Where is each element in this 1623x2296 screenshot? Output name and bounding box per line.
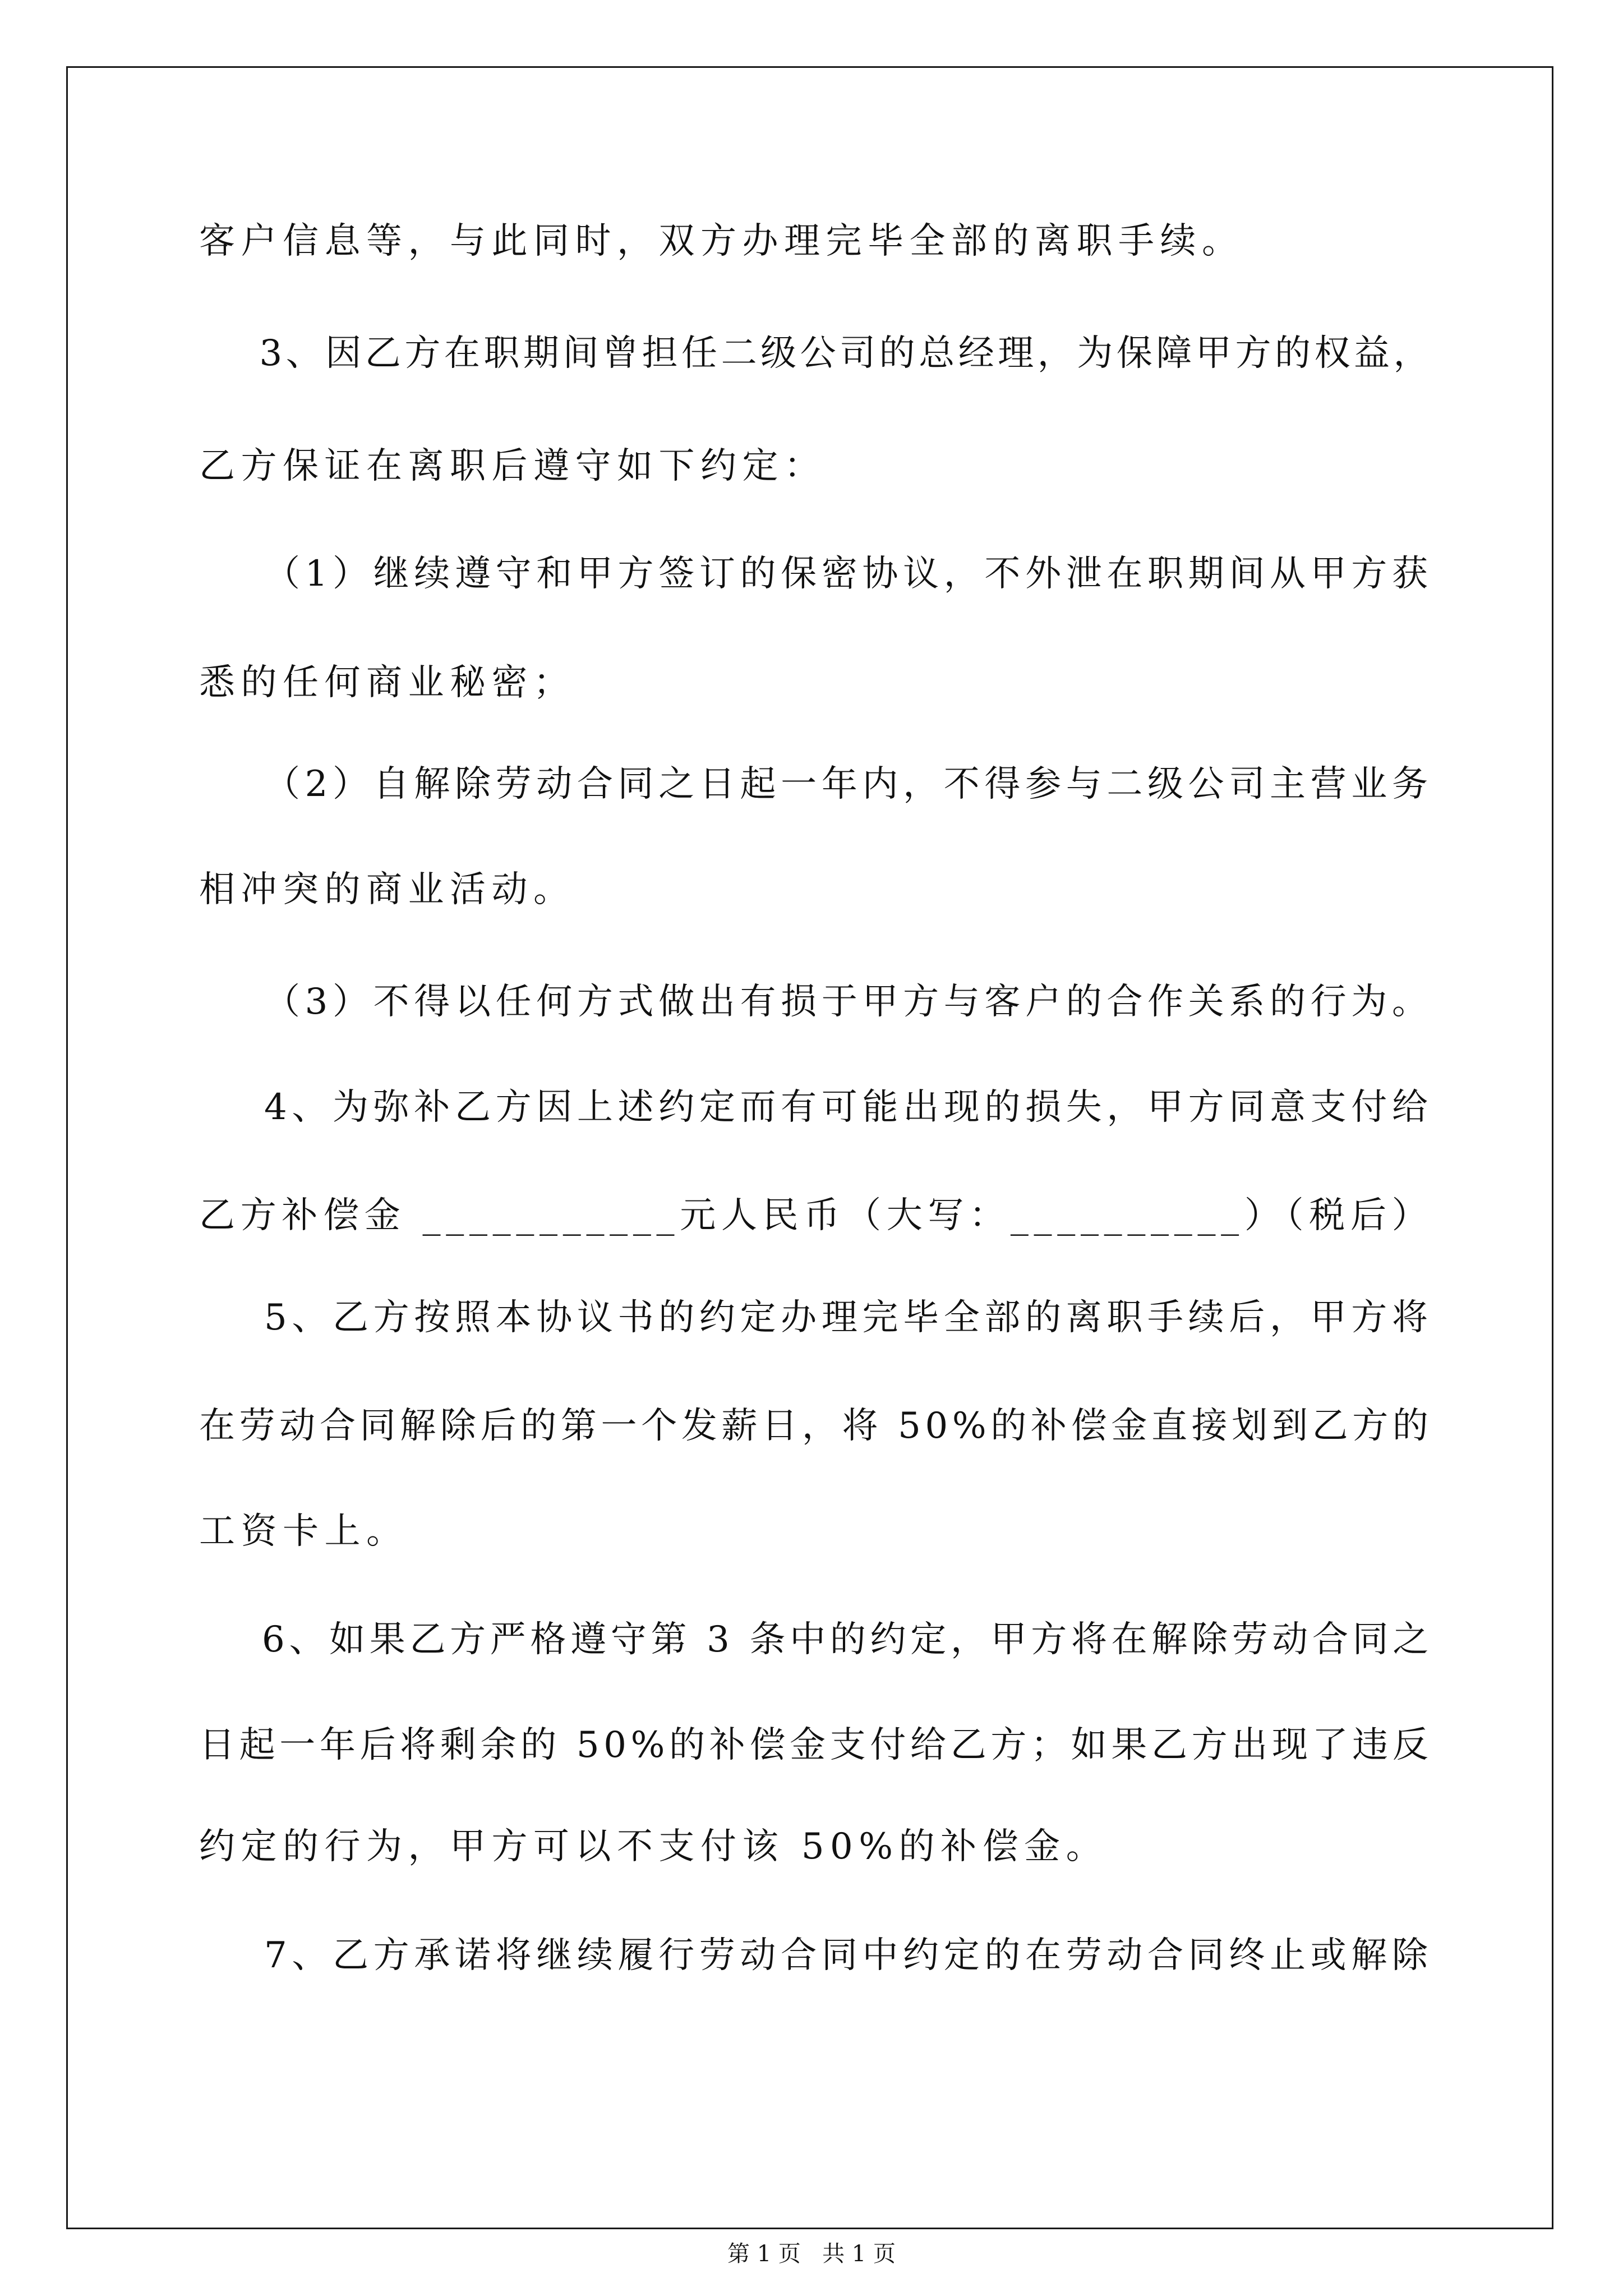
body-text-line: 乙方保证在离职后遵守如下约定： xyxy=(199,445,826,487)
body-text-line: 日起一年后将剩余的 50%的补偿金支付给乙方；如果乙方出现了违反 xyxy=(199,1724,1433,1766)
compensation-line: 乙方补偿金 ___________元人民币（大写：__________）（税后） xyxy=(199,1195,1433,1236)
body-text-line: 悉的任何商业秘密； xyxy=(199,662,575,703)
body-text-line: 3、因乙方在职期间曾担任二级公司的总经理，为保障甲方的权益， xyxy=(199,333,1433,374)
page-number-footer: 第 1 页 共 1 页 xyxy=(727,2241,896,2267)
page-border xyxy=(66,66,1553,2229)
body-text-line: （3）不得以任何方式做出有损于甲方与客户的合作关系的行为。 xyxy=(199,981,1433,1023)
body-text-line: （2）自解除劳动合同之日起一年内，不得参与二级公司主营业务 xyxy=(199,763,1433,805)
body-text-line: 在劳动合同解除后的第一个发薪日，将 50%的补偿金直接划到乙方的 xyxy=(199,1405,1433,1447)
body-text-line: 客户信息等，与此同时，双方办理完毕全部的离职手续。 xyxy=(199,220,1244,262)
body-text-line: 相冲突的商业活动。 xyxy=(199,869,575,910)
body-text-line: 5、乙方按照本协议书的约定办理完毕全部的离职手续后，甲方将 xyxy=(199,1297,1433,1338)
body-text-line: 工资卡上。 xyxy=(199,1511,408,1552)
body-text-line: 约定的行为，甲方可以不支付该 50%的补偿金。 xyxy=(199,1826,1108,1867)
body-text-line: 4、为弥补乙方因上述约定而有可能出现的损失，甲方同意支付给 xyxy=(199,1087,1433,1128)
body-text-line: （1）继续遵守和甲方签订的保密协议，不外泄在职期间从甲方获 xyxy=(199,553,1433,595)
body-text-line: 7、乙方承诺将继续履行劳动合同中约定的在劳动合同终止或解除 xyxy=(199,1935,1433,1976)
body-text-line: 6、如果乙方严格遵守第 3 条中的约定，甲方将在解除劳动合同之 xyxy=(199,1619,1433,1660)
